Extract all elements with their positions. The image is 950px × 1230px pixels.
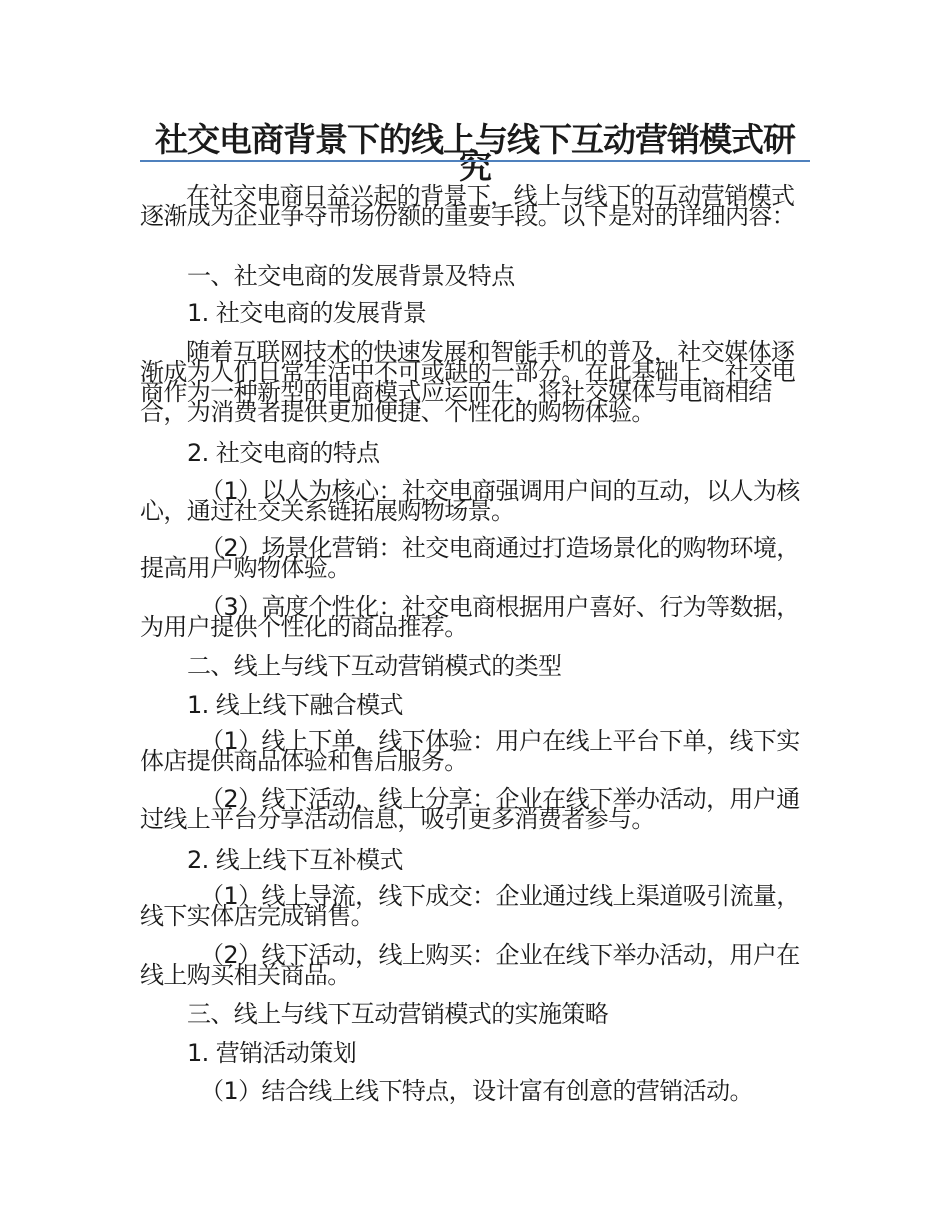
section-1-sub-1-heading: 1. 社交电商的发展背景 <box>187 299 427 327</box>
section-2-sub-2-point-2: （2）线下活动，线上购买：企业在线下举办活动，用户在线上购买相关商品。 <box>140 941 800 989</box>
section-1-point-3: （3）高度个性化：社交电商根据用户喜好、行为等数据，为用户提供个性化的商品推荐。 <box>140 593 800 641</box>
section-2-sub-1-point-2: （2）线下活动，线上分享：企业在线下举办活动，用户通过线上平台分享活动信息，吸引更多消费者参与。 <box>140 785 800 833</box>
intro-paragraph: 在社交电商日益兴起的背景下，线上与线下的互动营销模式逐渐成为企业争夺市场份额的重要手段。以下是对的详细内容： <box>140 182 796 230</box>
section-3-sub-1-heading: 1. 营销活动策划 <box>187 1039 357 1067</box>
section-2-sub-2-heading: 2. 线上线下互补模式 <box>187 846 403 874</box>
section-1-heading: 一、社交电商的发展背景及特点 <box>187 262 515 290</box>
section-2-sub-1-point-1: （1）线上下单，线下体验：用户在线上平台下单，线下实体店提供商品体验和售后服务。 <box>140 727 800 775</box>
document-title: 社交电商背景下的线上与线下互动营销模式研究 <box>155 120 795 187</box>
title-underline <box>140 160 810 162</box>
section-3-sub-1-point-1: （1）结合线上线下特点，设计富有创意的营销活动。 <box>200 1077 753 1105</box>
section-1-sub-1-paragraph: 随着互联网技术的快速发展和智能手机的普及，社交媒体逐渐成为人们日常生活中不可或缺的一部分。在此基础上，社交电商作为一种新型的电商模式应运而生，将社交媒体与电商相结合，为消费者提供更加便捷、个性化的购物体验。 <box>140 338 796 426</box>
section-1-point-1: （1）以人为核心：社交电商强调用户间的互动，以人为核心，通过社交关系链拓展购物场景。 <box>140 477 800 525</box>
section-1-point-2: （2）场景化营销：社交电商通过打造场景化的购物环境，提高用户购物体验。 <box>140 534 800 582</box>
section-1-sub-2-heading: 2. 社交电商的特点 <box>187 439 380 467</box>
section-3-heading: 三、线上与线下互动营销模式的实施策略 <box>187 1000 609 1028</box>
section-2-sub-2-point-1: （1）线上导流，线下成交：企业通过线上渠道吸引流量，线下实体店完成销售。 <box>140 882 800 930</box>
section-2-sub-1-heading: 1. 线上线下融合模式 <box>187 691 403 719</box>
section-2-heading: 二、线上与线下互动营销模式的类型 <box>187 652 562 680</box>
